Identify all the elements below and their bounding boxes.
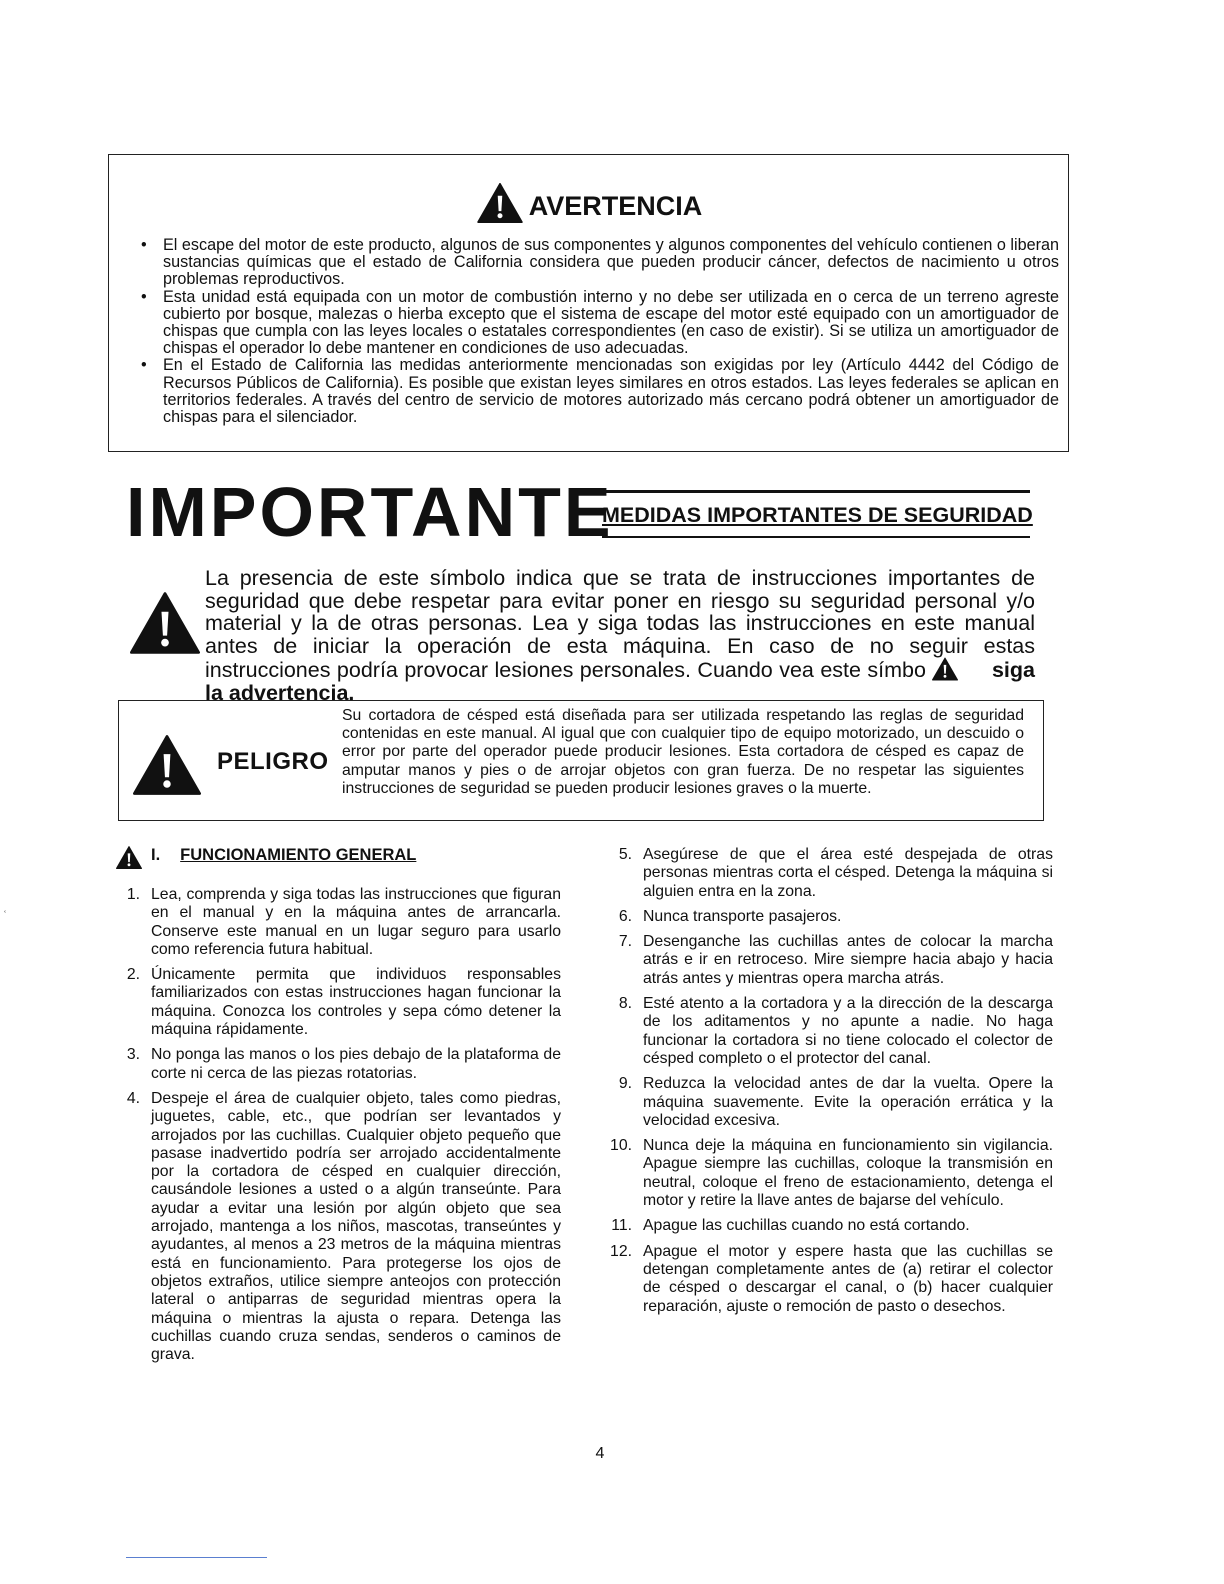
list-item (610, 1217, 1053, 1235)
intro-paragraph (205, 567, 1035, 704)
instructions-left-column (118, 886, 561, 1371)
section-title: FUNCIONAMIENTO GENERAL (180, 846, 417, 864)
item-text: Apague las cuchillas cuando no está cortando. (643, 1217, 970, 1235)
item-number: 6. (618, 907, 632, 925)
item-text: Asegúrese de que el área esté despejada de otras personas mientras corta el césped. Detenga la máquina si alguien entra en la zona. (643, 846, 1053, 900)
list-item (610, 933, 1053, 988)
section-heading (151, 846, 416, 865)
danger-text: Su cortadora de césped está diseñada para ser utilizada respetando las reglas de seguridad contenidas en este manual. Al igual que con cualquier tipo de equipo motorizado, un descuido o error por parte del operador puede producir lesiones. Esta cortadora de césped es capaz de amputar manos y pies o de arrojar objetos con gran fuerza. De no respetar las siguientes instrucciones de seguridad se pueden producir lesiones graves o la muerte. (342, 707, 1024, 797)
importante-heading: IMPORTANTE (126, 473, 614, 551)
list-item (118, 886, 561, 959)
intro-text: La presencia de este símbolo indica que se trata de instrucciones importantes de seguridad que debe respetar para evitar poner en riesgo su seguridad personal y/o material y la de otras personas. Lea y siga todas las instrucciones en este manual antes de iniciar la operación de esta máquina. En caso de no seguir estas instrucciones podría provocar lesiones personales. Cuando vea este símbo (205, 566, 1035, 682)
item-number: 5. (618, 846, 632, 863)
list-item (610, 908, 1053, 926)
item-number: 7. (618, 933, 632, 951)
item-text: Apague el motor y espere hasta que las cuchillas se detengan completamente antes de (a) retirar el colector de césped o descargar el canal, o (b) hacer cualquier reparación, ajuste o remoción de pasto o desechos. (643, 1242, 1053, 1315)
medidas-heading-rule (602, 490, 1033, 538)
danger-box (118, 700, 1044, 821)
item-number: 1. (126, 886, 140, 903)
warning-triangle-icon (477, 183, 523, 223)
list-item (610, 846, 1053, 901)
warning-box (108, 154, 1069, 452)
item-number: 9. (618, 1075, 632, 1093)
item-text: Desenganche las cuchillas antes de colocar la marcha atrás e ir en retroceso. Mire siempre hacia abajo y hacia atrás antes y mientras opera marcha atrás. (643, 933, 1053, 987)
list-item (610, 1075, 1053, 1130)
safety-alert-icon (130, 592, 200, 654)
page-number: 4 (595, 1445, 605, 1462)
item-text: No ponga las manos o los pies debajo de la plataforma de corte ni cerca de las piezas rotatorias. (151, 1046, 561, 1082)
intro-emphasis: siga la advertencia. (205, 658, 1035, 705)
item-number: 4. (126, 1089, 140, 1107)
danger-label: PELIGRO (217, 748, 329, 775)
warning-title (109, 183, 1070, 223)
item-number: 2. (126, 966, 140, 984)
list-item (610, 1243, 1053, 1316)
medidas-heading: MEDIDAS IMPORTANTES DE SEGURIDAD (602, 503, 1033, 527)
item-text: Esté atento a la cortadora y a la dirección de la descarga de los aditamentos y no apunte a nadie. No haga funcionar la cortadora si no tiene colocado el colector de césped completo o el protector del canal. (643, 995, 1053, 1067)
item-text: Nunca transporte pasajeros. (643, 907, 842, 925)
item-text: Nunca deje la máquina en funcionamiento sin vigilancia. Apague siempre las cuchillas, coloque la transmisión en neutral, coloque el freno de estacionamiento, detenga el motor y retire la llave antes de bajarse del vehículo. (643, 1137, 1053, 1210)
instructions-right-column (610, 846, 1053, 1323)
list-item (118, 1046, 561, 1083)
item-text: Únicamente permita que individuos responsables familiarizados con estas instrucciones hagan funcionar la máquina. Conozca los controles y sepa cómo detener la máquina rápidamente. (151, 966, 561, 1039)
item-text: Despeje el área de cualquier objeto, tales como piedras, juguetes, cable, etc., que podrían ser levantados y arrojados por las cuchillas. Cualquier objeto pequeño que pasase inadvertido podría ser arrojado accidentalmente por la cortadora de césped en cualquier dirección, causándole lesiones a usted o a algún transeúnte. Para ayudar a evitar una lesión por algún objeto que sea arrojado, mantenga a los niños, mascotas, transeúntes y ayudantes, al menos a 23 metros de la máquina mientras está en funcionamiento. Para protegerse los ojos de objetos extraños, utilice siempre anteojos con protección lateral o antiparras de seguridad mientras opera la máquina o mientras la ajusta o repara. Detenga las cuchillas cuando cruza sendas, senderos o caminos de grava. (151, 1089, 561, 1364)
warning-list (133, 237, 1059, 426)
list-item (118, 966, 561, 1039)
danger-triangle-icon (133, 735, 201, 795)
warning-bullet: • Esta unidad está equipada con un motor de combustión interno y no debe ser utilizada en o cerca de un terreno agreste cubierto por bosque, malezas o hierba excepto que el sistema de escape del motor esté equipado con un amortiguador de chispas que cumpla con las leyes locales o estatales correspondientes (en caso de existir). Si se utiliza un amortiguador de chispas el operador lo debe mantener en condiciones de uso adecuadas. (133, 289, 1059, 358)
list-item (118, 1090, 561, 1364)
item-number: 11. (611, 1217, 632, 1235)
inline-warning-icon (932, 657, 958, 681)
item-text: Reduzca la velocidad antes de dar la vuelta. Opere la máquina suavemente. Evite la operación errática y la velocidad excesiva. (643, 1075, 1053, 1129)
item-text: Lea, comprenda y siga todas las instrucciones que figuran en el manual y en la máquina antes de arrancarla. Conserve este manual en un lugar seguro para usarlo como referencia futura habitual. (151, 886, 561, 958)
item-number: 10. (610, 1137, 632, 1155)
footer-rule (126, 1557, 267, 1558)
warning-title-text: AVERTENCIA (528, 191, 703, 221)
list-item (610, 995, 1053, 1068)
item-number: 8. (618, 995, 632, 1013)
item-number: 3. (126, 1046, 140, 1064)
section-warning-icon (116, 846, 142, 869)
list-item (610, 1137, 1053, 1210)
section-number: I. (151, 846, 161, 864)
margin-mark: ʿ (3, 908, 7, 922)
warning-bullet: • En el Estado de California las medidas anteriormente mencionadas son exigidas por ley (Artículo 4442 del Código de Recursos Públicos de California). Es posible que existan leyes similares en otros estados. Las leyes federales se aplican en territorios federales. A través del centro de servicio de motores autorizado más cercano podrá obtener un amortiguador de chispas para el silenciador. (133, 357, 1059, 426)
warning-bullet: • El escape del motor de este producto, algunos de sus componentes y algunos componentes del vehículo contienen o liberan sustancias químicas que el estado de California considera que pueden producir cáncer, defectos de nacimiento u otros problemas reproductivos. (133, 237, 1059, 289)
item-number: 12. (610, 1242, 632, 1260)
